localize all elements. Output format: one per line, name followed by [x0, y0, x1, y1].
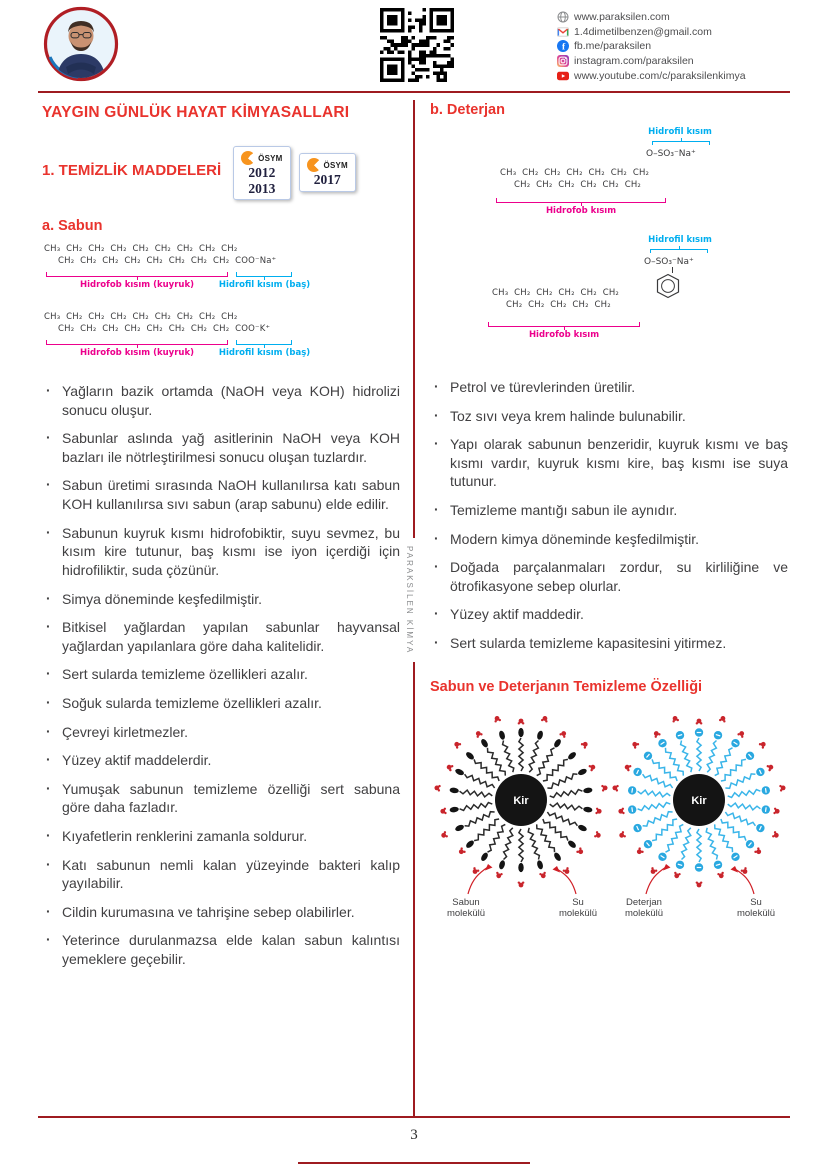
left-column: [42, 102, 400, 979]
bullet-item: · Katı sabunun nemli kalan yüzeyinde bakteri kalıp yayılabilir.: [42, 856, 400, 893]
subsection-b-heading: b. Deterjan: [430, 102, 505, 118]
micelle-label: Su: [572, 896, 584, 908]
hydrophobic-label: Hidrofob kısım: [545, 206, 617, 216]
hydrophobic-brace: [488, 322, 640, 327]
page-title: YAYGIN GÜNLÜK HAYAT KİMYASALLARI: [42, 104, 350, 121]
watermark-text: PARAKSİLEN KİMYA: [404, 538, 415, 662]
hydrophobic-label: Hidrofob kısım (kuyruk): [80, 280, 194, 291]
micelle-label: molekülü: [446, 907, 486, 919]
formula-row: CH₃ CH₂ CH₂ CH₂ CH₂ CH₂: [492, 288, 620, 298]
osym-logo-icon: [241, 151, 255, 165]
osym-badge-2012-2013: [233, 146, 290, 200]
hydrophilic-label: Hidrofil kısım (baş): [218, 280, 311, 291]
bullet-item: · Modern kimya döneminde keşfedilmiştir.: [430, 530, 788, 549]
bullet-item: · Sert sularda temizleme özellikleri azalır.: [42, 665, 400, 684]
header-link[interactable]: [556, 68, 746, 83]
bullet-item: · Bitkisel yağlardan yapılan sabunlar hayvansal yağlardan yapılanlara göre daha kalitelidir.: [42, 618, 400, 655]
header-link-text: www.paraksilen.com: [574, 11, 670, 24]
detergent-bullets: [430, 378, 788, 653]
footer-divider: [38, 1116, 790, 1118]
micelle-label: Sabun: [452, 896, 480, 908]
formula-row: CH₃ CH₂ CH₂ CH₂ CH₂ CH₂ CH₂: [500, 168, 650, 178]
soap-structure-sodium: [42, 244, 400, 302]
header-link-text: instagram.com/paraksilen: [574, 55, 694, 68]
formula-row: CH₃ CH₂ CH₂ CH₂ CH₂ CH₂ CH₂ CH₂ CH₂: [44, 312, 238, 323]
hydrophobic-label: Hidrofob kısım: [528, 330, 600, 340]
soap-bullets: [42, 382, 400, 969]
micelle-soap: [432, 705, 610, 928]
globe-icon: [556, 11, 569, 24]
osym-label: ÖSYM: [258, 153, 283, 163]
badge-years: [307, 172, 348, 188]
header-link[interactable]: [556, 10, 746, 25]
badge-year: 2013: [248, 180, 276, 196]
micelle-label: Su: [750, 896, 762, 908]
osym-label: ÖSYM: [323, 160, 348, 170]
hydrophilic-label: Hidrofil kısım: [648, 235, 712, 245]
badge-header: [241, 151, 282, 165]
formula-row: CH₃ CH₂ CH₂ CH₂ CH₂ CH₂ CH₂ CH₂ CH₂: [44, 244, 238, 255]
badge-year: 2017: [313, 172, 341, 187]
header-divider: [38, 91, 790, 93]
hydrophilic-brace: [650, 249, 708, 253]
bullet-item: · Yeterince durulanmazsa elde kalan sabun kalıntısı yemeklere geçebilir.: [42, 931, 400, 968]
hydrophilic-label: Hidrofil kısım (baş): [218, 348, 311, 359]
micelle-heading: Sabun ve Deterjanın Temizleme Özelliği: [430, 678, 703, 695]
brand-profile-photo: [42, 5, 120, 83]
youtube-icon: [556, 69, 569, 82]
formula-row: CH₂ CH₂ CH₂ CH₂ CH₂: [506, 300, 611, 310]
badge-years: [241, 165, 282, 196]
bullet-item: · Simya döneminde keşfedilmiştir.: [42, 590, 400, 609]
badge-year: 2012: [248, 165, 276, 180]
micelle-label: molekülü: [558, 907, 598, 919]
hydrophobic-brace: [496, 198, 666, 203]
osym-badge-2017: [299, 153, 356, 192]
micelle-label: molekülü: [624, 907, 664, 919]
bullet-item: · Sert sularda temizleme kapasitesini yitirmez.: [430, 634, 788, 653]
bullet-item: · Doğada parçalanmaları zordur, su kirliliğine ve ötrofikasyone sebep olurlar.: [430, 558, 788, 595]
bullet-item: · Sabunun kuyruk kısmı hidrofobiktir, suyu sevmez, bu kısım kire tutunur, baş kısmı ise iyon içerdiği için hidrofiliktir, suda çözünür.: [42, 524, 400, 580]
detergent-structure-linear: [430, 128, 788, 224]
micelle-detergent: [610, 705, 788, 928]
bullet-item: · Cildin kurumasına ve tahrişine sebep olabilirler.: [42, 903, 400, 922]
micelle-label: Deterjan: [626, 896, 662, 908]
bullet-item: · Petrol ve türevlerinden üretilir.: [430, 378, 788, 397]
micelle-center-label: Kir: [691, 794, 707, 807]
instagram-icon: [556, 55, 569, 68]
bullet-item: · Yapı olarak sabunun benzeridir, kuyruk kısmı ve baş kısmı vardır, kuyruk kısmı kire, baş kısmı ise suya tutunur.: [430, 435, 788, 491]
header-link[interactable]: [556, 25, 746, 40]
header-link-text: 1.4dimetilbenzen@gmail.com: [574, 25, 712, 38]
micelle-label: molekülü: [736, 907, 776, 919]
section-heading-row: [42, 146, 400, 200]
header-links: [556, 10, 746, 83]
profile-photo-graphic: [42, 5, 120, 83]
hydrophilic-brace: [652, 141, 710, 145]
detergent-structure-aromatic: [430, 236, 788, 352]
bullet-item: · Sabun üretimi sırasında NaOH kullanılırsa katı sabun KOH kullanılırsa sıvı sabun (arap sabunu) elde edilir.: [42, 476, 400, 513]
sulfate-head-formula: O–SO₃⁻Na⁺: [644, 257, 694, 267]
header-link-text: www.youtube.com/c/paraksilenkimya: [574, 69, 746, 82]
osym-logo-icon: [307, 158, 321, 172]
facebook-icon: [556, 40, 569, 53]
bullet-item: · Sabunlar aslında yağ asitlerinin NaOH veya KOH bazları ile nötrleştirilmesi sonucu oluşan tuzlardır.: [42, 429, 400, 466]
bullet-item: · Çevreyi kirletmezler.: [42, 723, 400, 742]
bullet-item: · Kıyafetlerin renklerini zamanla soldurur.: [42, 827, 400, 846]
bullet-item: · Toz sıvı veya krem halinde bulunabilir.: [430, 407, 788, 426]
micelle-center-label: Kir: [513, 794, 529, 807]
bullet-item: · Temizleme mantığı sabun ile aynıdır.: [430, 501, 788, 520]
section-heading: 1. TEMİZLİK MADDELERİ: [42, 162, 222, 179]
hydrophobic-brace: [46, 272, 228, 277]
header-link[interactable]: [556, 54, 746, 69]
header-link-text: fb.me/paraksilen: [574, 40, 652, 53]
bullet-item: · Yumuşak sabunun temizleme özelliği sert sabuna göre daha fazladır.: [42, 780, 400, 817]
hydrophilic-brace: [236, 272, 292, 277]
bullet-item: · Yağların bazik ortamda (NaOH veya KOH) hidrolizi sonucu oluşur.: [42, 382, 400, 419]
osym-badges: [233, 146, 356, 200]
svg-text:f: f: [561, 43, 565, 53]
bullet-item: · Yüzey aktif maddelerdir.: [42, 751, 400, 770]
bottom-accent-line: [298, 1162, 530, 1164]
hydrophilic-brace: [236, 340, 292, 345]
formula-row: CH₂ CH₂ CH₂ CH₂ CH₂ CH₂: [514, 180, 642, 190]
bullet-item: · Yüzey aktif maddedir.: [430, 605, 788, 624]
benzene-ring-icon: [656, 273, 680, 303]
bullet-item: · Soğuk sularda temizleme özellikleri azalır.: [42, 694, 400, 713]
micelle-diagrams: [430, 705, 788, 928]
right-column: [430, 102, 788, 928]
formula-row: CH₂ CH₂ CH₂ CH₂ CH₂ CH₂ CH₂ CH₂ COO⁻K⁺: [58, 324, 271, 335]
formula-row: CH₂ CH₂ CH₂ CH₂ CH₂ CH₂ CH₂ CH₂ COO⁻Na⁺: [58, 256, 277, 267]
subsection-a-heading: a. Sabun: [42, 218, 103, 235]
page-number: 3: [410, 1127, 418, 1143]
qr-code: [380, 8, 454, 82]
badge-header: [307, 158, 348, 172]
hydrophilic-label: Hidrofil kısım: [648, 127, 712, 137]
sulfate-head-formula: O–SO₃⁻Na⁺: [646, 149, 696, 159]
header-link[interactable]: [556, 39, 746, 54]
gmail-icon: [556, 25, 569, 38]
hydrophobic-brace: [46, 340, 228, 345]
soap-structure-potassium: [42, 312, 400, 370]
hydrophobic-label: Hidrofob kısım (kuyruk): [80, 348, 194, 359]
